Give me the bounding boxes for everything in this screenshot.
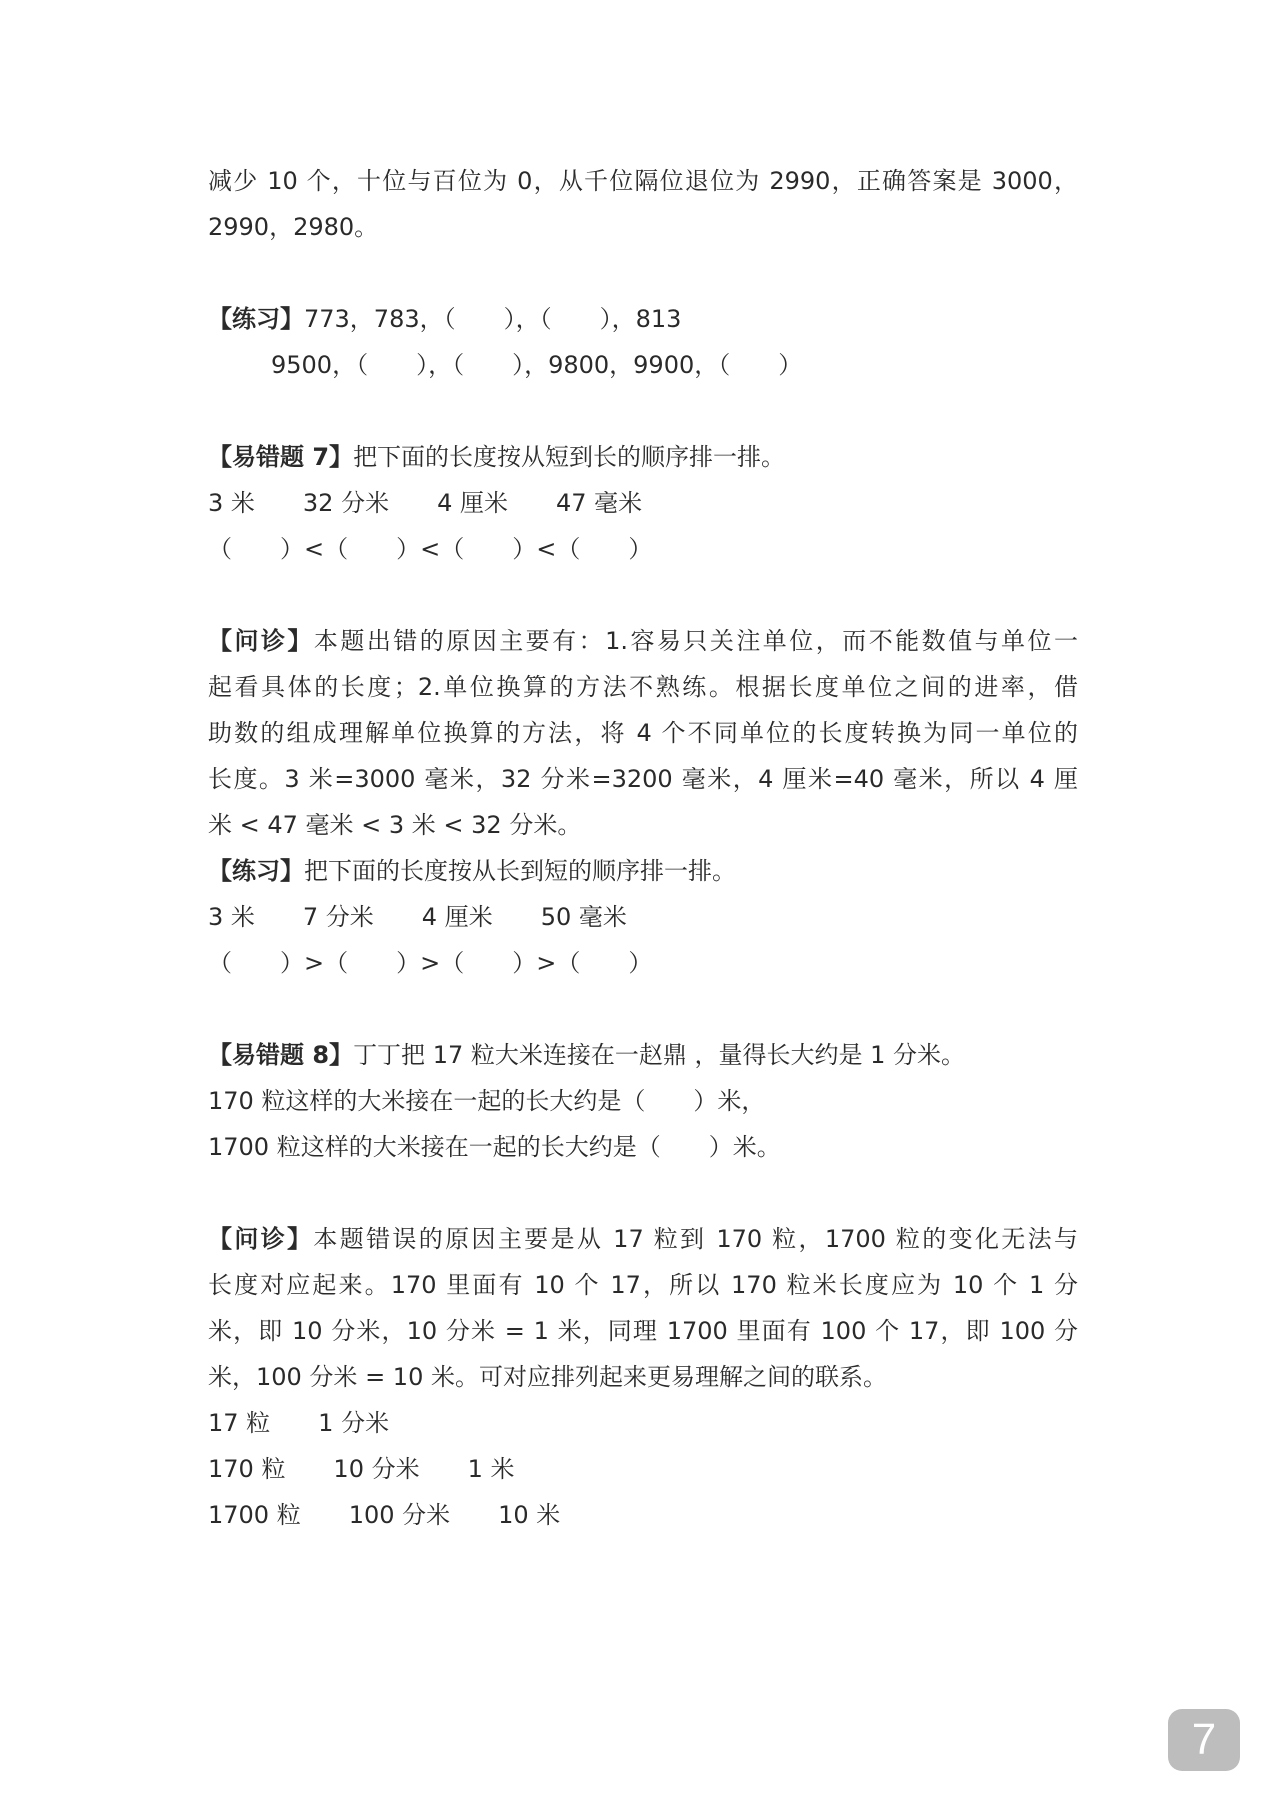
correspondence-row-3: 1700 粒 100 分米 10 米 [208,1501,561,1529]
diagnosis-7-line-3: 助数的组成理解单位换算的方法，将 4 个不同单位的长度转换为同一单位的 [208,719,1078,747]
practice-2-heading [208,848,1078,894]
diagnosis-8-line-2: 长度对应起来。170 里面有 10 个 17，所以 170 粒米长度应为 10 个 1 分 [208,1271,1078,1299]
practice-tag: 【练习】 [208,305,304,333]
practice-sequence-2: 9500，（ ），（ ），9800，9900，（ ） [271,351,803,379]
diagnosis-7-line-5: 米 < 47 毫米 < 3 米 < 32 分米。 [208,811,582,839]
page-number-badge: 7 [1168,1709,1240,1771]
question-7-heading [208,434,1078,480]
question-7-answer-blanks: （ ）<（ ）<（ ）<（ ） [208,535,653,563]
diagnosis-tag: 【问诊】 [208,627,314,655]
question-tag: 【易错题 7】 [208,443,354,471]
practice-2-items: 3 米 7 分米 4 厘米 50 毫米 [208,903,627,931]
paragraph-line: 减少 10 个，十位与百位为 0，从千位隔位退位为 2990，正确答案是 3000， [208,167,1078,195]
diagnosis-8-line-1 [208,1216,1078,1262]
practice-tag: 【练习】 [208,857,304,885]
diagnosis-7-line-4: 长度。3 米=3000 毫米，32 分米=3200 毫米，4 厘米=40 毫米，所以 4 厘 [208,765,1078,793]
question-8-heading [208,1032,1078,1078]
diagnosis-8-line-4: 米，100 分米 = 10 米。可对应排列起来更易理解之间的联系。 [208,1363,887,1391]
document-body [208,158,1078,1538]
practice-2-answer-blanks: （ ）>（ ）>（ ）>（ ） [208,949,653,977]
question-tag: 【易错题 8】 [208,1041,354,1069]
practice-sequence-1: 773，783，（ ），（ ），813 [304,305,682,333]
question-text: 把下面的长度按从短到长的顺序排一排。 [353,443,786,471]
diagnosis-7-line-1 [208,618,1078,664]
question-8-line-3: 1700 粒这样的大米接在一起的长大约是（ ）米。 [208,1133,781,1161]
paragraph-line: 2990，2980。 [208,213,379,241]
diagnosis-text: 本题出错的原因主要有：1.容易只关注单位，而不能数值与单位一 [313,627,1078,655]
diagnosis-8-line-3: 米，即 10 分米，10 分米 = 1 米，同理 1700 里面有 100 个 17，即 100 分 [208,1317,1078,1345]
diagnosis-text: 本题错误的原因主要是从 17 粒到 170 粒，1700 粒的变化无法与 [313,1225,1078,1253]
practice-text: 把下面的长度按从长到短的顺序排一排。 [304,857,736,885]
correspondence-row-1: 17 粒 1 分米 [208,1409,390,1437]
correspondence-row-2: 170 粒 10 分米 1 米 [208,1455,515,1483]
diagnosis-7-line-2: 起看具体的长度；2.单位换算的方法不熟练。根据长度单位之间的进率，借 [208,673,1078,701]
question-8-line-2: 170 粒这样的大米接在一起的长大约是（ ）米， [208,1087,766,1115]
question-7-items: 3 米 32 分米 4 厘米 47 毫米 [208,489,643,517]
question-text: 丁丁把 17 粒大米连接在一赵鼎 ，量得长大约是 1 分米。 [353,1041,966,1069]
practice-1-line-1 [208,296,1078,342]
diagnosis-tag: 【问诊】 [208,1225,314,1253]
